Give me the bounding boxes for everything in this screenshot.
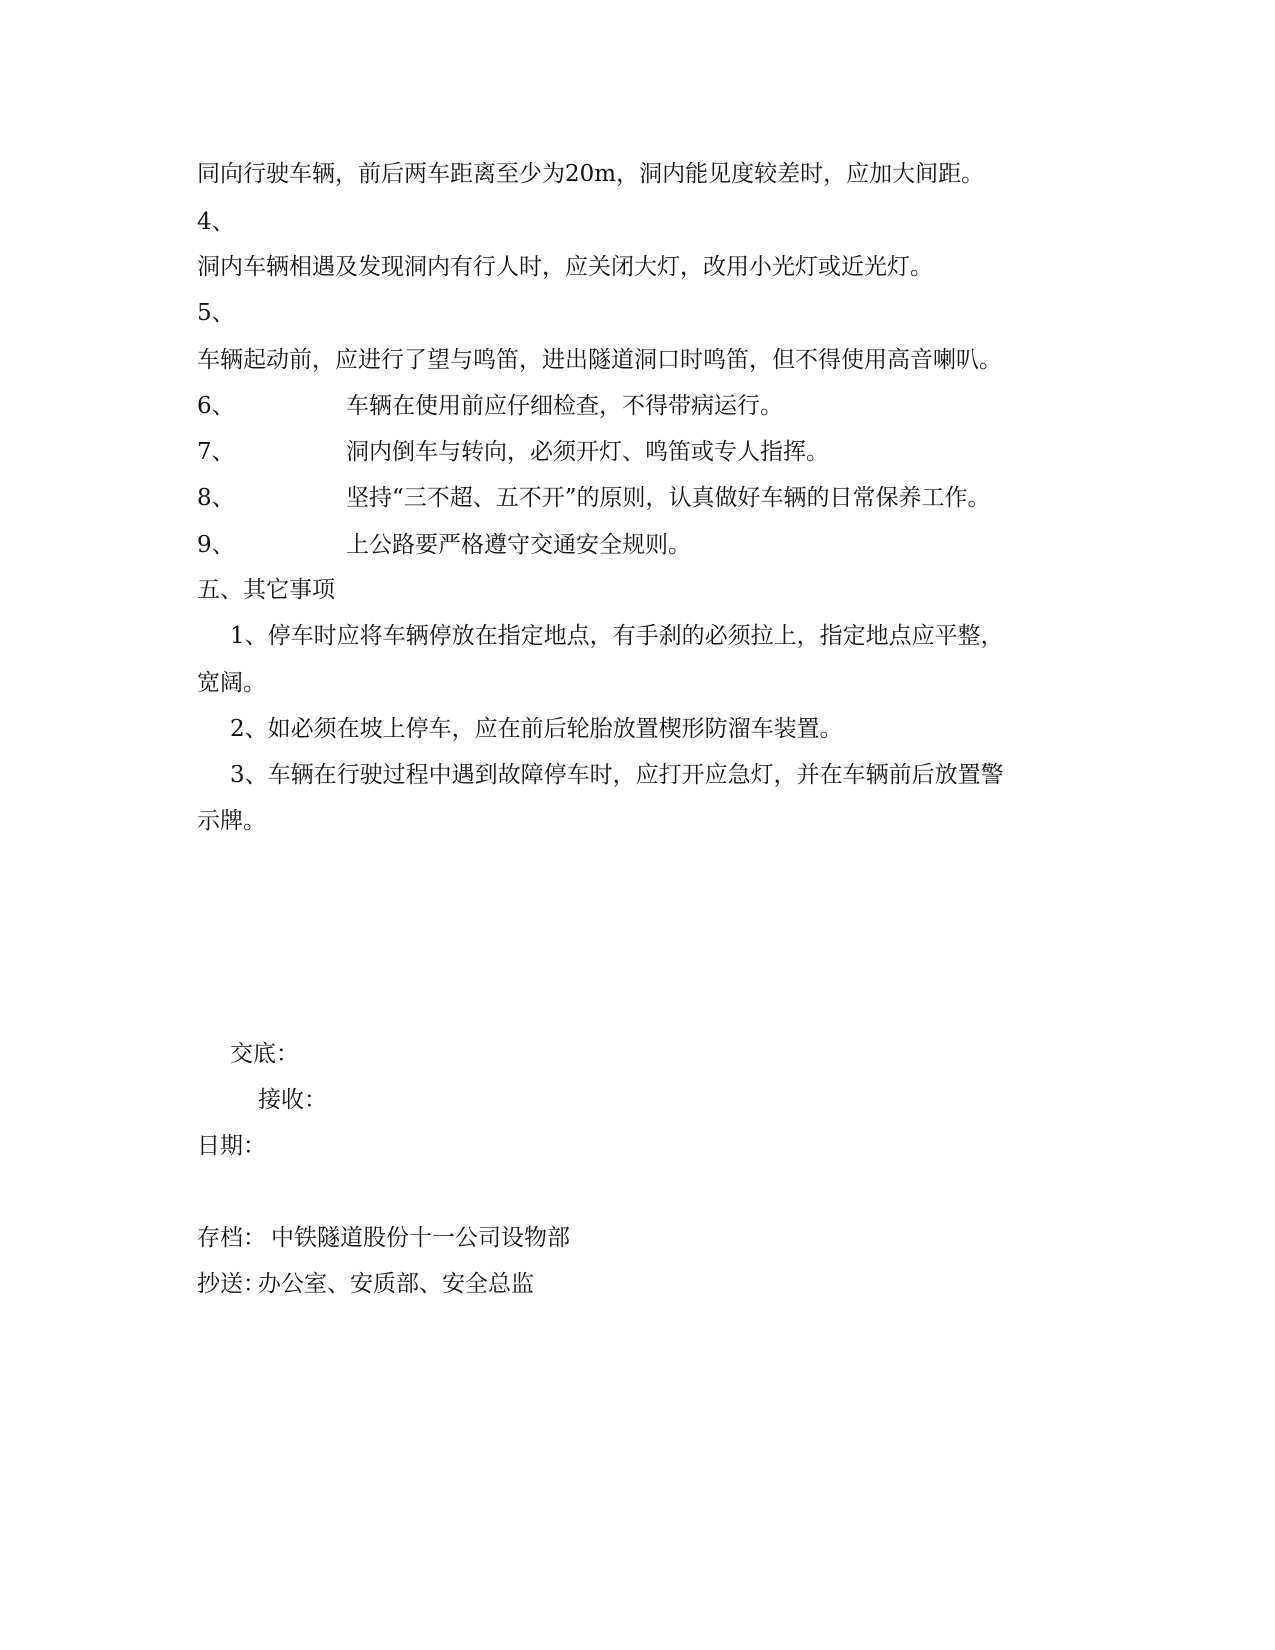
item-7-number: 7、 [197,439,235,465]
item-7-text: 洞内倒车与转向，必须开灯、鸣笛或专人指挥。 [346,439,829,465]
item-5-number: 5、 [197,300,235,326]
archive-label: 存档： [197,1225,266,1251]
item-9-text: 上公路要严格遵守交通安全规则。 [346,532,691,558]
section-5-item-2: 2、如必须在坡上停车，应在前后轮胎放置楔形防溜车装置。 [230,716,843,742]
item-5-text: 车辆起动前，应进行了望与鸣笛，进出隧道洞口时鸣笛，但不得使用高音喇叭。 [197,347,1002,373]
item-4-number: 4、 [197,209,235,235]
date-label: 日期： [197,1133,266,1159]
section-5-item-1-line-2: 宽阔。 [197,670,266,696]
handover-label: 交底： [230,1041,299,1067]
archive-value: 中铁隧道股份十一公司设物部 [271,1225,570,1251]
section-5-item-3-line-2: 示牌。 [197,808,266,834]
item-9-number: 9、 [197,532,235,558]
item-4-text: 洞内车辆相遇及发现洞内有行人时，应关闭大灯，改用小光灯或近光灯。 [197,254,933,280]
cc-label: 抄送： [197,1271,266,1297]
section-5-heading: 五、其它事项 [197,577,335,603]
item-8-text: 坚持“三不超、五不开”的原则，认真做好车辆的日常保养工作。 [346,485,991,511]
cc-value: 办公室、安质部、安全总监 [258,1271,534,1297]
item-3-text: 同向行驶车辆，前后两车距离至少为20m，洞内能见度较差时，应加大间距。 [197,161,985,187]
receive-label: 接收： [258,1087,327,1113]
section-5-item-1-line-1: 1、停车时应将车辆停放在指定地点，有手刹的必须拉上，指定地点应平整， [230,623,1004,649]
item-8-number: 8、 [197,485,235,511]
item-6-text: 车辆在使用前应仔细检查，不得带病运行。 [346,393,783,419]
section-5-item-3-line-1: 3、车辆在行驶过程中遇到故障停车时，应打开应急灯，并在车辆前后放置警 [230,762,1004,788]
item-6-number: 6、 [197,393,235,419]
